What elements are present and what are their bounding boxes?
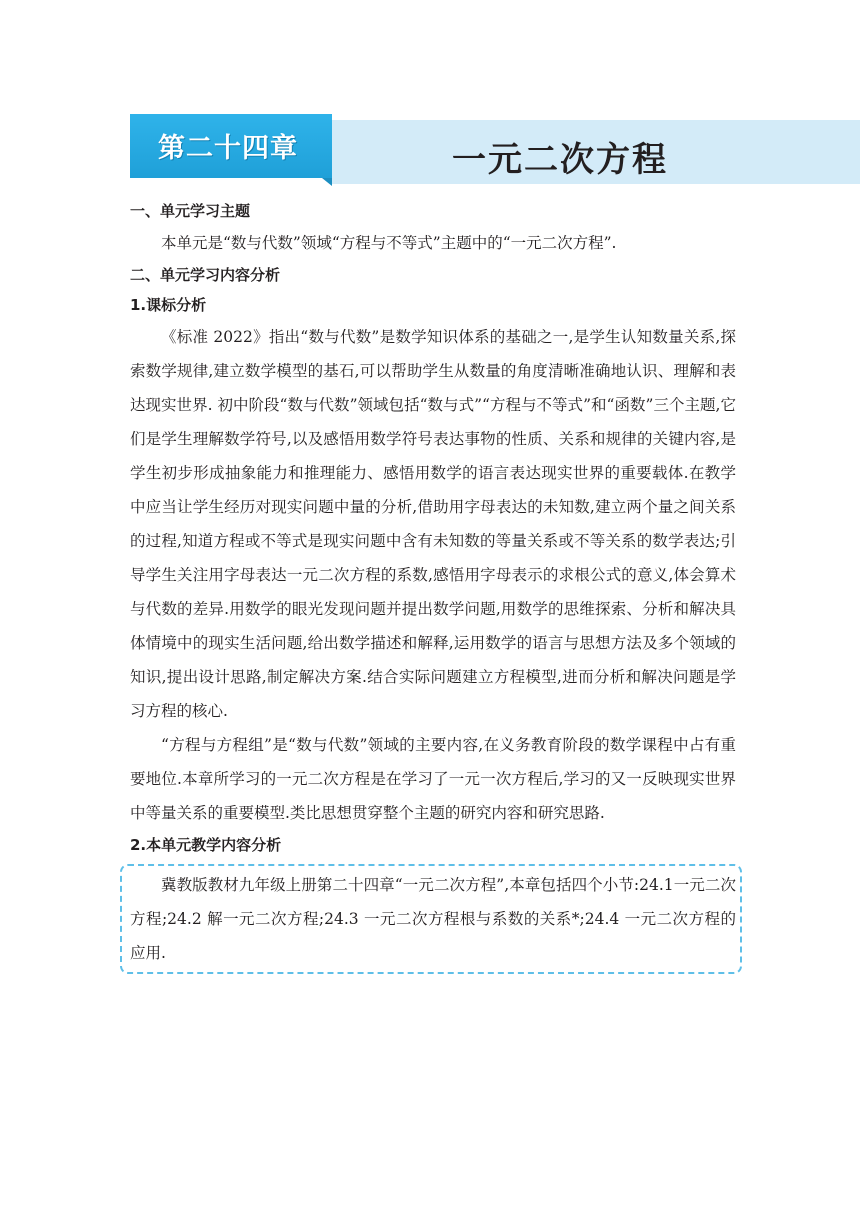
curriculum-analysis-paragraph-2: “方程与方程组”是“数与代数”领域的主要内容,在义务教育阶段的数学课程中占有重要地位.本章所学习的一元二次方程是在学习了一元一次方程后,学习的又一反映现实世界中等量关系的重要模型.类比思想贯穿整个主题的研究内容和研究思路. [130,736,736,822]
chapter-title: 一元二次方程 [452,140,668,180]
subsection-heading-1: 1.课标分析 [130,296,207,314]
page-body [130,196,736,974]
content-analysis-box [120,864,742,974]
content-analysis-paragraph: 冀教版教材九年级上册第二十四章“一元二次方程”,本章包括四个小节:24.1一元二次方程;24.2 解一元二次方程;24.3 一元二次方程根与系数的关系*;24.4 一元二次方程的应用. [130,876,736,962]
section-1-paragraph: 本单元是“数与代数”领域“方程与不等式”主题中的“一元二次方程”. [161,234,617,252]
subsection-heading-2: 2.本单元教学内容分析 [130,836,282,854]
chapter-label: 第二十四章 [158,133,298,164]
curriculum-analysis-paragraph-1: 《标准 2022》指出“数与代数”是数学知识体系的基础之一,是学生认知数量关系,探索数学规律,建立数学模型的基石,可以帮助学生从数量的角度清晰准确地认识、理解和表达现实世界. 初中阶段“数与代数”领域包括“数与式”“方程与不等式”和“函数”三个主题,它们是学生理解数学符号,以及感悟用数学符号表达事物的性质、关系和规律的关键内容,是学生初步形成抽象能力和推理能力、感悟用数学的语言表达现实世界的重要载体.在教学中应当让学生经历对现实问题中量的分析,借助用字母表达的未知数,建立两个量之间关系的过程,知道方程或不等式是现实问题中含有未知数的等量关系或不等关系的数学表达;引导学生关注用字母表达一元二次方程的系数,感悟用字母表示的求根公式的意义,体会算术与代数的差异.用数学的眼光发现问题并提出数学问题,用数学的思维探索、分析和解决具体情境中的现实生活问题,给出数学描述和解释,运用数学的语言与思想方法及多个领域的知识,提出设计思路,制定解决方案.结合实际问题建立方程模型,进而分析和解决问题是学习方程的核心. [130,328,736,720]
chapter-header [130,114,860,186]
section-heading-2: 二、单元学习内容分析 [130,266,281,284]
section-heading-1: 一、单元学习主题 [130,202,251,220]
